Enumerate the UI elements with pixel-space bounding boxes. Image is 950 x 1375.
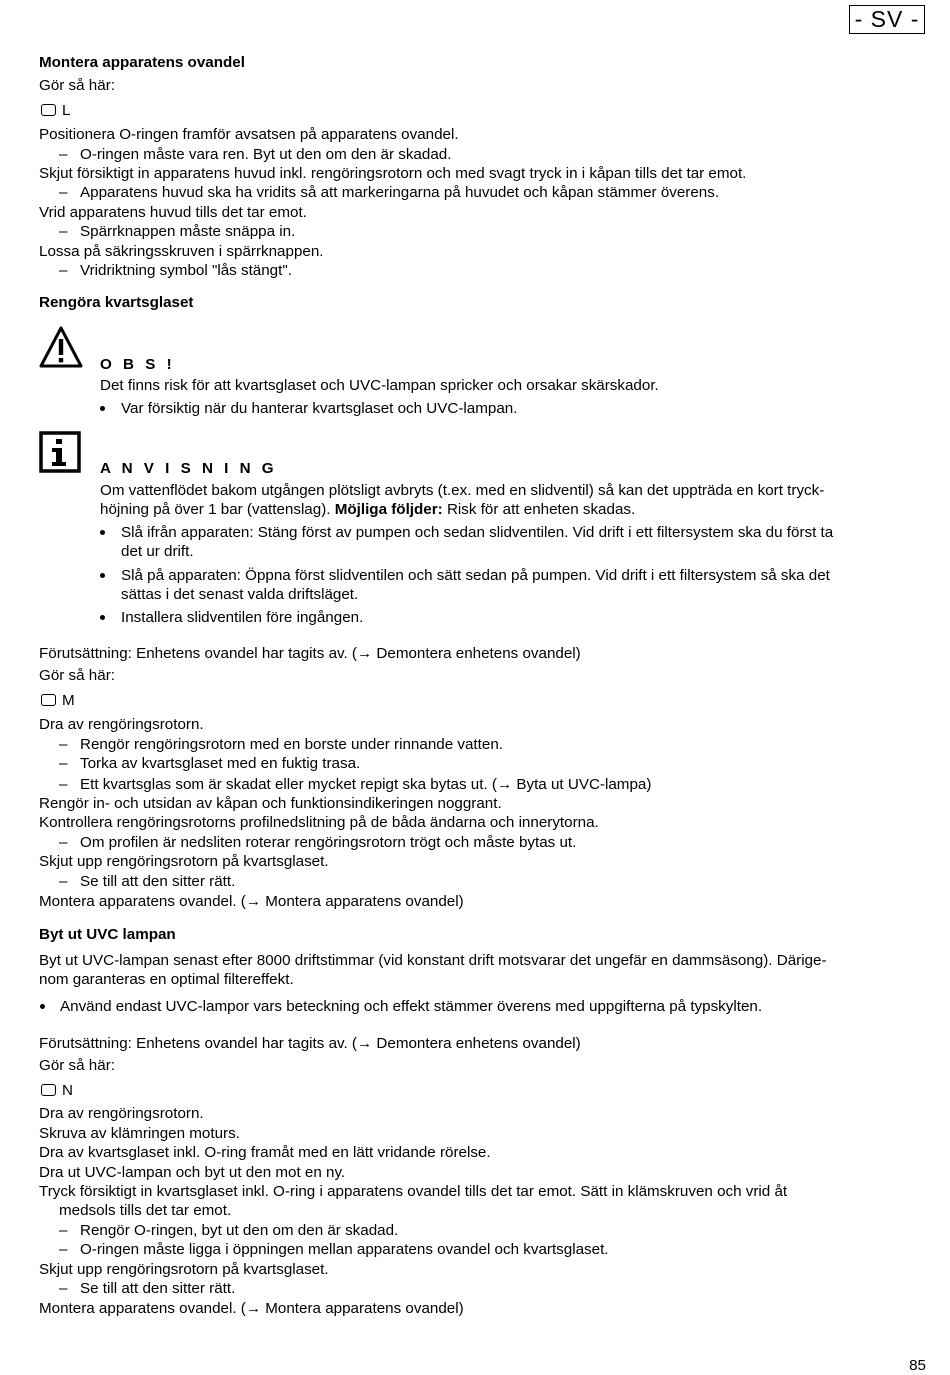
note-text: Om vattenflödet bakom utgången plötsligt avbryts (t.ex. med en slidventil) så kan det uppträda en kort tryck-: [100, 482, 825, 499]
sub-step-line: – Rengör rengöringsrotorn med en borste under rinnande vatten.: [59, 736, 503, 753]
info-note-icon: [39, 431, 83, 475]
sub-step-line: – Rengör O-ringen, byt ut den om den är skadad.: [59, 1222, 399, 1239]
figure-ref-n: [41, 1081, 73, 1100]
intro-text: Gör så här:: [39, 77, 115, 94]
step-line: Skjut upp rengöringsrotorn på kvartsglaset.: [39, 853, 329, 870]
section-title-montera: Montera apparatens ovandel: [39, 54, 245, 71]
bullet-icon: [100, 530, 105, 535]
warning-triangle-icon: [39, 326, 83, 368]
paragraph-text: Byt ut UVC-lampan senast efter 8000 driftstimmar (vid konstant drift motsvarar det ungefär en dammsäsong). Därige-: [39, 952, 827, 969]
step-line: Skjut upp rengöringsrotorn på kvartsglaset.: [39, 1261, 329, 1278]
prerequisite-text: Förutsättning: Enhetens ovandel har tagits av. (→ Demontera enhetens ovandel): [39, 1035, 581, 1052]
sub-step-line: – Spärrknappen måste snäppa in.: [59, 223, 296, 240]
step-line-cont: medsols tills det tar emot.: [59, 1202, 232, 1219]
page-number: 85: [909, 1357, 926, 1374]
note-heading: A N V I S N I N G: [100, 460, 278, 477]
step-line: Dra av rengöringsrotorn.: [39, 716, 204, 733]
section-title-rengora: Rengöra kvartsglaset: [39, 294, 194, 311]
step-line: Dra av rengöringsrotorn.: [39, 1105, 204, 1122]
bullet-icon: [100, 406, 105, 411]
step-line: Dra av kvartsglaset inkl. O-ring framåt med en lätt vridande rörelse.: [39, 1144, 491, 1161]
obs-text: Det finns risk för att kvartsglaset och UVC-lampan spricker och orsakar skärskador.: [100, 377, 659, 394]
step-line: Skruva av klämringen moturs.: [39, 1125, 240, 1142]
note-bullet: Slå på apparaten: Öppna först slidventilen och sätt sedan på pumpen. Vid drift i ett filtersystem så ska det: [100, 566, 830, 585]
sub-step-line: – O-ringen måste ligga i öppningen mellan apparatens ovandel och kvartsglaset.: [59, 1241, 609, 1258]
figure-ref-l: [41, 101, 70, 120]
note-bullet-cont: det ur drift.: [121, 543, 194, 560]
step-line: Dra ut UVC-lampan och byt ut den mot en ny.: [39, 1164, 346, 1181]
sub-step-line: – Ett kvartsglas som är skadat eller mycket repigt ska bytas ut. (→ Byta ut UVC-lampa): [59, 776, 652, 793]
sub-step-line: – Apparatens huvud ska ha vridits så att markeringarna på huvudet och kåpan stämmer överens.: [59, 184, 720, 201]
step-line: Montera apparatens ovandel. (→ Montera apparatens ovandel): [39, 893, 464, 910]
figure-ref-m: [41, 691, 75, 710]
note-bullet: Slå ifrån apparaten: Stäng först av pumpen och sedan slidventilen. Vid drift i ett filtersystem ska du först ta: [100, 523, 833, 542]
sub-step-line: – Se till att den sitter rätt.: [59, 873, 236, 890]
obs-bullet: Var försiktig när du hanterar kvartsglaset och UVC-lampan.: [100, 399, 517, 418]
bullet-icon: [40, 1004, 45, 1009]
paragraph-text: nom garanteras en optimal filtereffekt.: [39, 971, 294, 988]
figure-label: M: [62, 692, 75, 709]
bullet-icon: [100, 573, 105, 578]
figure-label: N: [62, 1082, 73, 1099]
step-line: Kontrollera rengöringsrotorns profilnedslitning på de båda ändarna och innerytorna.: [39, 814, 599, 831]
bullet-item: Använd endast UVC-lampor vars beteckning och effekt stämmer överens med uppgifterna på typskylten.: [39, 997, 762, 1016]
obs-heading: O B S !: [100, 356, 176, 373]
step-line: Vrid apparatens huvud tills det tar emot.: [39, 204, 307, 221]
note-bullet-cont: sättas i det senast valda driftsläget.: [121, 586, 359, 603]
sub-step-line: – O-ringen måste vara ren. Byt ut den om den är skadad.: [59, 146, 452, 163]
bullet-icon: [100, 615, 105, 620]
sub-step-line: – Vridriktning symbol "lås stängt".: [59, 262, 292, 279]
sub-step-line: – Torka av kvartsglaset med en fuktig trasa.: [59, 755, 361, 772]
section-title-byt-ut: Byt ut UVC lampan: [39, 926, 176, 943]
note-text: höjning på över 1 bar (vattenslag). Möjliga följder: Risk för att enheten skadas.: [100, 501, 636, 518]
step-line: Montera apparatens ovandel. (→ Montera apparatens ovandel): [39, 1300, 464, 1317]
figure-icon: [41, 104, 56, 116]
step-line: Tryck försiktigt in kvartsglaset inkl. O-ring i apparatens ovandel tills det tar emot. Sätt in klämskruven och vrid åt: [39, 1183, 788, 1200]
sub-step-line: – Se till att den sitter rätt.: [59, 1280, 236, 1297]
figure-icon: [41, 694, 56, 706]
figure-label: L: [62, 102, 71, 119]
step-line: Positionera O-ringen framför avsatsen på apparatens ovandel.: [39, 126, 459, 143]
intro-text: Gör så här:: [39, 1057, 115, 1074]
note-bullet: Installera slidventilen före ingången.: [100, 608, 363, 627]
step-line: Rengör in- och utsidan av kåpan och funktionsindikeringen noggrant.: [39, 795, 502, 812]
language-tag: - SV -: [849, 5, 925, 34]
sub-step-line: – Om profilen är nedsliten roterar rengöringsrotorn trögt och måste bytas ut.: [59, 834, 577, 851]
step-line: Skjut försiktigt in apparatens huvud inkl. rengöringsrotorn och med svagt tryck in i kåpan tills det tar emot.: [39, 165, 747, 182]
figure-icon: [41, 1084, 56, 1096]
step-line: Lossa på säkringsskruven i spärrknappen.: [39, 243, 324, 260]
intro-text: Gör så här:: [39, 667, 115, 684]
prerequisite-text: Förutsättning: Enhetens ovandel har tagits av. (→ Demontera enhetens ovandel): [39, 645, 581, 662]
